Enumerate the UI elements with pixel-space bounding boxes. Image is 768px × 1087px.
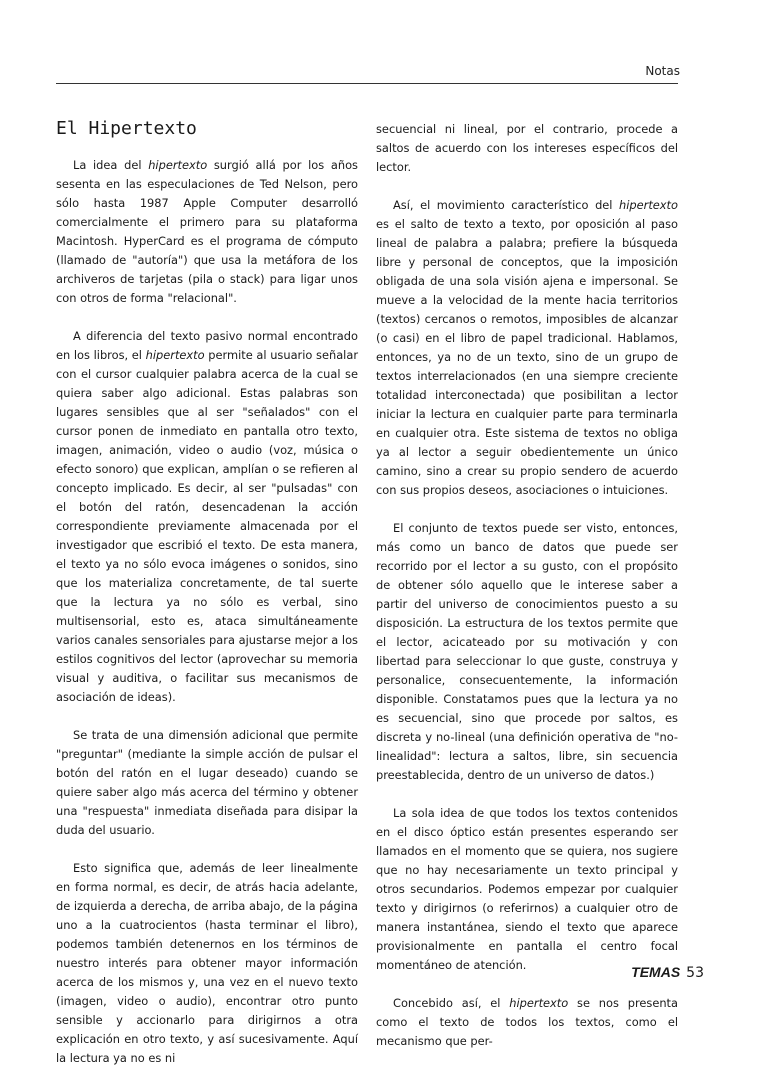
term-hipertexto: hipertexto [145,348,205,362]
term-hipertexto: hipertexto [148,158,208,172]
left-column [56,116,358,1087]
page-number: 53 [686,965,704,981]
paragraph: secuencial ni lineal, por el contrario, procede a saltos de acuerdo con los intereses específicos del lector. [376,122,678,174]
term-hipertexto: hipertexto [509,996,569,1010]
term-hipertexto: hipertexto [619,198,678,212]
section-label: Notas [645,64,680,78]
page-footer [631,964,704,981]
paragraph: Esto significa que, además de leer linealmente en forma normal, es decir, de atrás hacia adelante, de izquierda a derecha, de arriba abajo, de la página uno a la cuatrocientos (hasta terminar el libro), podemos también detenernos en los términos de nuestro interés para obtener mayor información acerca de los mismos y, una vez en el nuevo texto (imagen, video o audio), encontrar otro punto sensible y accionarlo para dirigirnos a otra explicación en otro texto, y así sucesivamente. Aquí la lectura ya no es ni [56,861,358,1065]
paragraph: La sola idea de que todos los textos contenidos en el disco óptico están presentes esperando ser llamados en el momento que se quiera, nos sugiere que no hay necesariamente un texto principal y otros secundarios. Podemos empezar por cualquier texto y dirigirnos (o referirnos) a cualquier otro de manera instantánea, siendo el texto que aparece provisionalmente en pantalla el centro focal momentáneo de atención. [376,806,678,972]
paragraph: Se trata de una dimensión adicional que permite "preguntar" (mediante la simple acción de pulsar el botón del ratón en el lugar deseado) cuando se quiere saber algo más acerca del término y obtener una "respuesta" inmediata diseñada para disipar la duda del usuario. [56,728,358,837]
article-title: El Hipertexto [56,118,197,139]
right-column-body [376,120,681,1051]
paragraph: A diferencia del texto pasivo normal encontrado en los libros, el hipertexto permite al usuario señalar con el cursor cualquier palabra acerca de la cual se quiera saber algo adicional. Estas palabras son lugares sensibles que al ser "señalados" con el cursor ponen de inmediato en pantalla otro texto, imagen, animación, video o audio (voz, música o efecto sonoro) que explican, amplían o se refieren al concepto implicado. Es decir, al ser "pulsadas" con el botón del ratón, desencadenan la acción correspondiente previamente almacenada por el investigador que escribió el texto. De esta manera, el texto ya no sólo evoca imágenes o sonidos, sino que los materializa concretamente, de tal suerte que la lectura ya no sólo es verbal, sino multisensorial, esto es, ataca simultáneamente varios canales sensoriales para ajustarse mejor a los estilos cognitivos del lector (aprovechar su memoria visual y auditiva, o facilitar sus mecanismos de asociación de ideas). [56,329,358,704]
header-divider [56,83,678,84]
left-column-body [56,156,358,1068]
paragraph: Así, el movimiento característico del hipertexto es el salto de texto a texto, por oposición al paso lineal de palabra a palabra; prefiere la búsqueda libre y personal de conceptos, que la imposición obligada de una sola visión ajena e impersonal. Se mueve a la velocidad de la mente hacia territorios (textos) cercanos o remotos, imposibles de alcanzar (o casi) en el libro de papel tradicional. Hablamos, entonces, ya no de un texto, sino de un grupo de textos interrelacionados (en una siempre creciente totalidad interconectada) que posibilitan a lector iniciar la lectura en cualquier parte para terminarla en cualquier otra. Este sistema de textos no obliga ya al lector a seguir obedientemente un único camino, sino a crear su propio sendero de acuerdo con sus propios deseos, asociaciones o intuiciones. [376,198,678,497]
paragraph: Concebido así, el hipertexto se nos presenta como el texto de todos los textos, como el mecanismo que per- [376,996,678,1048]
journal-name: TEMAS [631,964,681,980]
right-column [376,120,681,1070]
paragraph: La idea del hipertexto surgió allá por los años sesenta en las especulaciones de Ted Nelson, pero sólo hasta 1987 Apple Computer desarrolló comercialmente el primero para su plataforma Macintosh. HyperCard es el programa de cómputo (llamado de "autoría") que usa la metáfora de los archiveros de tarjetas (pila o stack) para ligar unos con otros de forma "relacional". [56,158,358,305]
paragraph: El conjunto de textos puede ser visto, entonces, más como un banco de datos que puede ser recorrido por el lector a su gusto, con el propósito de obtener sólo aquello que le interese saber a partir del universo de conocimientos puesto a su disposición. La estructura de los textos permite que el lector, acicateado por su motivación y con libertad para seleccionar lo que guste, construya y personalice, consecuentemente, la información disponible. Constatamos pues que la lectura ya no es secuencial, sino que procede por saltos, es discreta y no-lineal (una definición operativa de "no-linealidad": lectura a saltos, libre, sin secuencia preestablecida, dentro de un universo de datos.) [376,521,678,782]
